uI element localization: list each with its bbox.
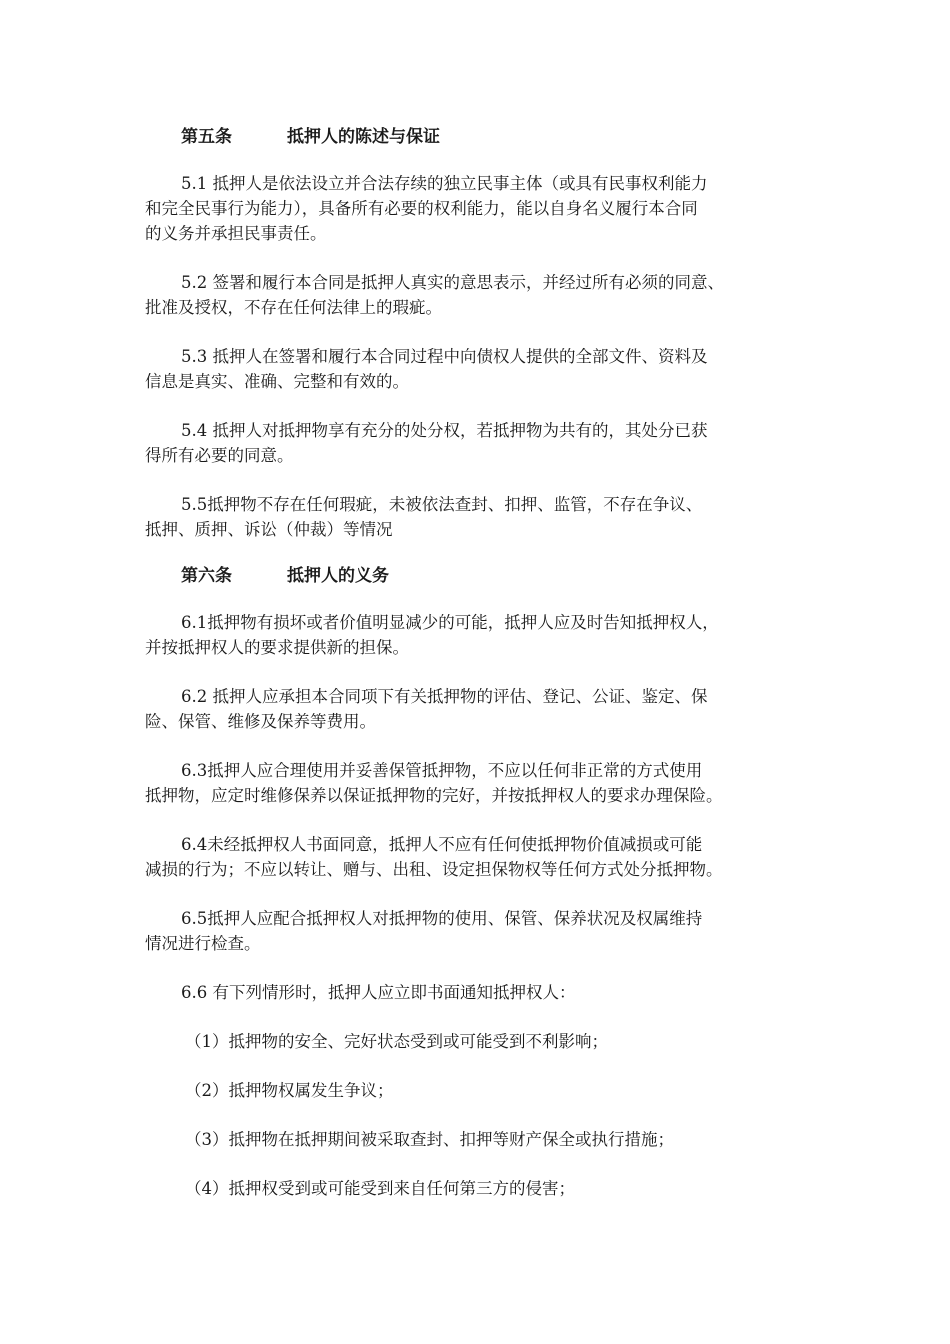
clause-6-4 bbox=[145, 832, 815, 882]
clause-line: 的义务并承担民事责任。 bbox=[145, 224, 327, 243]
article-6-heading bbox=[145, 563, 815, 589]
article-5-title: 抵押人的陈述与保证 bbox=[287, 127, 440, 147]
clause-line: 抵押物，应定时维修保养以保证抵押物的完好，并按抵押权人的要求办理保险。 bbox=[145, 786, 723, 805]
clause-line: 并按抵押权人的要求提供新的担保。 bbox=[145, 638, 409, 657]
clause-5-3 bbox=[145, 344, 815, 394]
list-item-2: （2）抵押物权属发生争议； bbox=[185, 1081, 394, 1100]
clause-line: 6.1抵押物有损坏或者价值明显减少的可能，抵押人应及时告知抵押权人， bbox=[181, 613, 719, 632]
clause-line: 6.3抵押人应合理使用并妥善保管抵押物，不应以任何非正常的方式使用 bbox=[181, 761, 703, 780]
clause-line: 6.4未经抵押权人书面同意，抵押人不应有任何使抵押物价值减损或可能 bbox=[181, 835, 703, 854]
clause-line: 批准及授权，不存在任何法律上的瑕疵。 bbox=[145, 298, 442, 317]
list-item-1: （1）抵押物的安全、完好状态受到或可能受到不利影响； bbox=[185, 1032, 608, 1051]
clause-line: 信息是真实、准确、完整和有效的。 bbox=[145, 372, 409, 391]
clause-line: 5.1 抵押人是依法设立并合法存续的独立民事主体（或具有民事权利能力 bbox=[181, 174, 708, 193]
clause-6-1 bbox=[145, 610, 815, 660]
clause-line: 5.3 抵押人在签署和履行本合同过程中向债权人提供的全部文件、资料及 bbox=[181, 347, 708, 366]
clause-line: 险、保管、维修及保养等费用。 bbox=[145, 712, 376, 731]
clause-5-1 bbox=[145, 171, 815, 246]
clause-6-5 bbox=[145, 906, 815, 956]
clause-6-2 bbox=[145, 684, 815, 734]
article-6-title: 抵押人的义务 bbox=[287, 566, 389, 586]
clause-line: 6.5抵押人应配合抵押权人对抵押物的使用、保管、保养状况及权属维持 bbox=[181, 909, 703, 928]
clause-line: 6.2 抵押人应承担本合同项下有关抵押物的评估、登记、公证、鉴定、保 bbox=[181, 687, 708, 706]
clause-line: 5.2 签署和履行本合同是抵押人真实的意思表示，并经过所有必须的同意、 bbox=[181, 273, 724, 292]
article-6-number: 第六条 bbox=[181, 566, 232, 586]
clause-5-5 bbox=[145, 492, 815, 542]
clause-6-6 bbox=[145, 980, 815, 1005]
clause-line: 6.6 有下列情形时，抵押人应立即书面通知抵押权人： bbox=[181, 983, 576, 1002]
clause-5-2 bbox=[145, 270, 815, 320]
clause-line: 5.5抵押物不存在任何瑕疵，未被依法查封、扣押、监管，不存在争议、 bbox=[181, 495, 703, 514]
article-5-number: 第五条 bbox=[181, 127, 232, 147]
document-body bbox=[145, 124, 815, 1201]
list-item-3: （3）抵押物在抵押期间被采取查封、扣押等财产保全或执行措施； bbox=[185, 1130, 674, 1149]
clause-5-4 bbox=[145, 418, 815, 468]
clause-line: 情况进行检查。 bbox=[145, 934, 261, 953]
clause-6-3 bbox=[145, 758, 815, 808]
clause-line: 减损的行为；不应以转让、赠与、出租、设定担保物权等任何方式处分抵押物。 bbox=[145, 860, 723, 879]
clause-line: 得所有必要的同意。 bbox=[145, 446, 294, 465]
clause-line: 5.4 抵押人对抵押物享有充分的处分权，若抵押物为共有的，其处分已获 bbox=[181, 421, 708, 440]
list-item-4: （4）抵押权受到或可能受到来自任何第三方的侵害； bbox=[185, 1179, 575, 1198]
clause-line: 抵押、质押、诉讼（仲裁）等情况 bbox=[145, 520, 393, 539]
article-5-heading bbox=[145, 124, 815, 150]
clause-line: 和完全民事行为能力），具备所有必要的权利能力，能以自身名义履行本合同 bbox=[145, 199, 698, 218]
